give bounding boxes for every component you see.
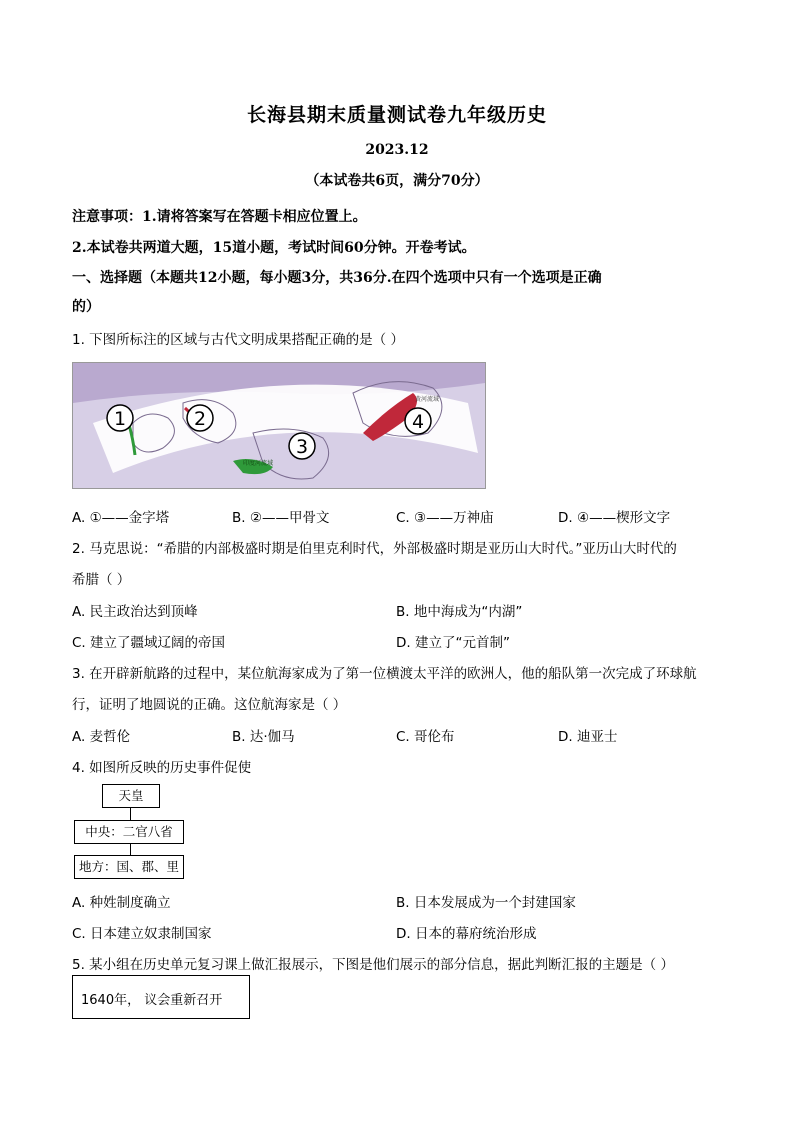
notice-line-1: 注意事项：1.请将答案写在答题卡相应位置上。 — [72, 209, 367, 225]
question-1-stem: 1. 下图所标注的区域与古代文明成果搭配正确的是（ ） — [72, 332, 404, 348]
map-marker-2-label: 2 — [193, 408, 207, 430]
question-4-option-c: C. 日本建立奴隶制国家 — [72, 926, 212, 942]
question-5-info-box — [72, 975, 250, 1019]
question-2-stem-line-1: 2. 马克思说：“希腊的内部极盛时期是伯里克利时代，外部极盛时期是亚历山大时代。”亚历山大时代的 — [72, 541, 677, 557]
question-4-option-d: D. 日本的幕府统治形成 — [396, 926, 537, 942]
question-3-option-d: D. 迪亚士 — [558, 729, 618, 745]
question-2-option-a: A. 民主政治达到顶峰 — [72, 604, 198, 620]
question-4-option-b: B. 日本发展成为一个封建国家 — [396, 895, 576, 911]
flow-box-central: 中央：二官八省 — [74, 820, 184, 844]
question-5-info-text: 1640年， 议会重新召开 — [81, 993, 223, 1008]
flow-connector-2 — [130, 843, 131, 855]
map-marker-4-label: 4 — [411, 411, 425, 433]
map-label-indus: 印度河流域 — [243, 460, 274, 467]
question-1-option-c: C. ③——万神庙 — [396, 510, 494, 526]
flow-box-emperor: 天皇 — [102, 784, 160, 808]
question-2-option-c: C. 建立了疆域辽阔的帝国 — [72, 635, 226, 651]
map-marker-3-label: 3 — [295, 436, 309, 458]
exam-subtitle: （本试卷共6页，满分70分） — [305, 173, 489, 189]
section-heading-line-1: 一、选择题（本题共12小题，每小题3分，共36分.在四个选项中只有一个选项是正确 — [72, 270, 602, 286]
question-3-option-b: B. 达·伽马 — [232, 729, 295, 745]
map-marker-1-label: 1 — [113, 408, 127, 430]
map-marker-3 — [289, 433, 315, 459]
question-2-option-d: D. 建立了“元首制” — [396, 635, 510, 651]
exam-title: 长海县期末质量测试卷九年级历史 — [246, 104, 547, 126]
map-label-yellow-river: 黄河流域 — [415, 396, 440, 403]
question-1-option-d: D. ④——楔形文字 — [558, 510, 671, 526]
question-3-stem-line-2: 行，证明了地圆说的正确。这位航海家是（ ） — [72, 697, 347, 713]
question-4-stem: 4. 如图所反映的历史事件促使 — [72, 760, 252, 776]
question-4-option-a: A. 种姓制度确立 — [72, 895, 171, 911]
question-1-option-a: A. ①——金字塔 — [72, 510, 170, 526]
question-5-stem: 5. 某小组在历史单元复习课上做汇报展示，下图是他们展示的部分信息，据此判断汇报的主题是（ ） — [72, 957, 674, 973]
map-marker-4 — [405, 408, 431, 434]
question-3-option-a: A. 麦哲伦 — [72, 729, 131, 745]
flow-box-local: 地方：国、郡、里 — [74, 855, 184, 879]
notice-line-2: 2.本试卷共两道大题，15道小题，考试时间60分钟。开卷考试。 — [72, 240, 476, 256]
question-2-stem-line-2: 希腊（ ） — [72, 572, 131, 588]
question-1-option-b: B. ②——甲骨文 — [232, 510, 330, 526]
question-3-option-c: C. 哥伦布 — [396, 729, 455, 745]
world-map-illustration — [73, 363, 485, 488]
map-marker-1 — [107, 405, 133, 431]
question-1-map — [72, 362, 486, 489]
question-3-stem-line-1: 3. 在开辟新航路的过程中，某位航海家成为了第一位横渡太平洋的欧洲人，他的船队第一次完成了环球航 — [72, 666, 697, 682]
section-heading-line-2: 的） — [72, 299, 100, 315]
exam-date: 2023.12 — [365, 142, 429, 158]
flow-connector-1 — [130, 807, 131, 820]
question-2-option-b: B. 地中海成为“内湖” — [396, 604, 523, 620]
map-marker-2 — [187, 405, 213, 431]
